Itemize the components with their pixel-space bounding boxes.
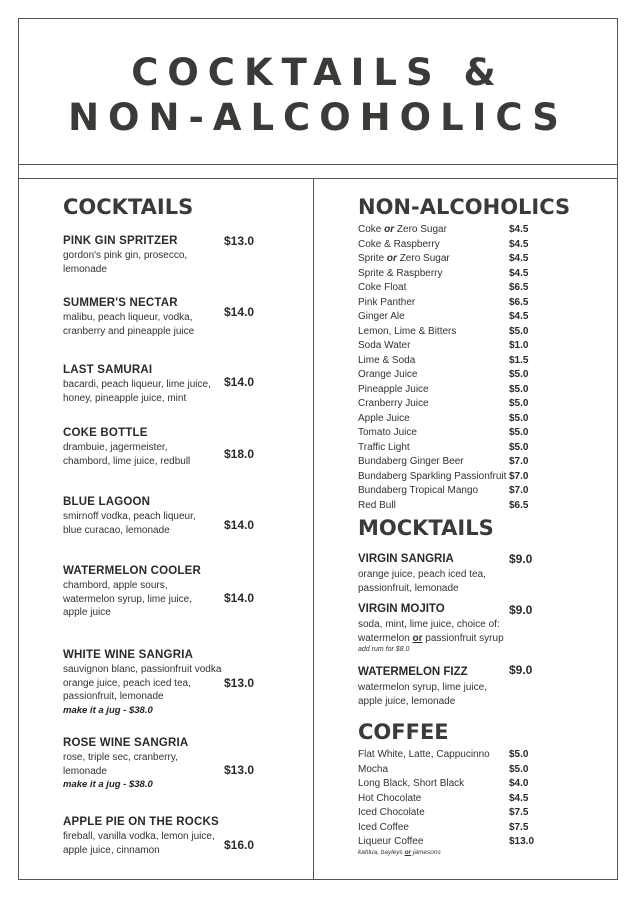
drink-name: Bundaberg Ginger Beer: [358, 456, 464, 467]
drink-price: $4.5: [509, 224, 529, 235]
drink-name: Red Bull: [358, 499, 396, 511]
drink-row: [358, 499, 528, 514]
drink-name: Sprite or Zero Sugar: [358, 253, 450, 264]
drink-price: $5.0: [509, 383, 529, 395]
coffee-row: [358, 821, 538, 836]
drink-name: Ginger Ale: [358, 311, 405, 322]
drink-row: [358, 441, 528, 456]
mocktail-note: add rum for $8.0: [358, 646, 410, 653]
cocktail-name: SUMMER'S NECTAR: [63, 297, 178, 309]
mocktail-name: VIRGIN SANGRIA: [358, 553, 454, 565]
drink-name: Lemon, Lime & Bitters: [358, 325, 457, 337]
drink-row: [358, 296, 528, 311]
drink-name: Sprite & Raspberry: [358, 267, 443, 279]
cocktail-item: [63, 235, 308, 276]
cocktail-price: $14.0: [224, 305, 255, 319]
cocktail-item: [63, 816, 308, 857]
coffee-footnote: kahlua, bayleys or jamesons: [358, 849, 441, 856]
coffee-price: $4.0: [509, 778, 529, 789]
coffee-price: $5.0: [509, 749, 529, 760]
drink-row: [358, 426, 528, 441]
cocktail-price: $18.0: [224, 447, 255, 461]
cocktail-desc: fireball, vanilla vodka, lemon juice, apple juice, cinnamon: [63, 831, 215, 856]
drink-row: [358, 267, 528, 282]
cocktail-name: ROSE WINE SANGRIA: [63, 737, 189, 749]
drink-price: $5.0: [509, 412, 529, 424]
cocktail-name: LAST SAMURAI: [63, 364, 153, 376]
divider-vertical: [313, 178, 314, 880]
drink-row: [358, 281, 528, 296]
divider-horizontal: [18, 178, 618, 179]
cocktail-name: WHITE WINE SANGRIA: [63, 649, 194, 661]
drink-row: [358, 238, 528, 253]
mocktail-price: $9.0: [509, 603, 533, 617]
drink-price: $1.5: [509, 354, 529, 366]
drink-row: [358, 339, 528, 354]
drink-name: Bundaberg Tropical Mango: [358, 485, 479, 496]
drink-name: Tomato Juice: [358, 427, 417, 438]
cocktail-item: [63, 297, 308, 338]
mocktail-price: $9.0: [509, 663, 533, 677]
cocktail-item: [63, 649, 308, 716]
cocktail-item: [63, 427, 308, 468]
cocktail-price: $13.0: [224, 763, 255, 777]
cocktail-price: $13.0: [224, 234, 255, 248]
drink-price: $1.0: [509, 340, 529, 351]
page-title-line1: COCKTAILS &: [131, 51, 505, 94]
non-alcoholics-heading: NON-ALCOHOLICS: [358, 195, 571, 219]
drink-price: $5.0: [509, 441, 529, 453]
coffee-name: Liqueur Coffee: [358, 836, 424, 847]
cocktail-item: [63, 565, 308, 620]
cocktails-heading: COCKTAILS: [63, 195, 194, 219]
cocktail-desc: gordon's pink gin, prosecco, lemonade: [63, 250, 188, 275]
drink-name: Orange Juice: [358, 369, 418, 380]
coffee-row: [358, 763, 538, 778]
coffee-price: $4.5: [509, 792, 529, 804]
coffee-list: [358, 748, 538, 850]
coffee-row: [358, 835, 538, 850]
drink-row: [358, 310, 528, 325]
coffee-name: Hot Chocolate: [358, 792, 422, 804]
mocktail-price: $9.0: [509, 552, 533, 566]
coffee-name: Mocha: [358, 763, 389, 775]
mocktail-name: VIRGIN MOJITO: [358, 603, 445, 615]
cocktail-item: [63, 364, 308, 405]
drink-row: [358, 252, 528, 267]
drink-name: Pink Panther: [358, 296, 416, 308]
drink-name: Cranberry Juice: [358, 398, 429, 409]
drink-row: [358, 484, 528, 499]
drink-price: $7.0: [509, 456, 529, 467]
mocktail-desc: soda, mint, lime juice, choice of: watermelon or passionfruit syrup: [358, 619, 504, 644]
cocktail-jug-note: make it a jug - $38.0: [63, 704, 153, 716]
coffee-price: $7.5: [509, 821, 529, 833]
cocktail-desc: sauvignon blanc, passionfruit vodka orange juice, peach iced tea, passionfruit, lemonade: [63, 664, 222, 702]
drink-price: $6.5: [509, 296, 529, 308]
coffee-row: [358, 806, 538, 821]
drink-name: Traffic Light: [358, 441, 410, 453]
drink-price: $5.0: [509, 369, 529, 380]
cocktail-price: $16.0: [224, 838, 255, 852]
mocktail-desc: orange juice, peach iced tea, passionfruit, lemonade: [358, 569, 486, 594]
coffee-name: Flat White, Latte, Cappucinno: [358, 749, 490, 760]
drink-name: Coke Float: [358, 282, 407, 293]
cocktail-item: [63, 737, 308, 790]
coffee-name: Long Black, Short Black: [358, 778, 465, 789]
drink-price: $7.0: [509, 470, 529, 482]
drink-name: Apple Juice: [358, 412, 410, 424]
drink-row: [358, 412, 528, 427]
coffee-row: [358, 792, 538, 807]
cocktail-name: PINK GIN SPRITZER: [63, 235, 178, 247]
drink-row: [358, 325, 528, 340]
drink-row: [358, 470, 528, 485]
cocktail-desc: bacardi, peach liqueur, lime juice, honey, pineapple juice, mint: [63, 379, 211, 404]
drink-price: $4.5: [509, 311, 529, 322]
drink-row: [358, 397, 528, 412]
cocktail-desc: smirnoff vodka, peach liqueur, blue curacao, lemonade: [63, 511, 196, 536]
coffee-row: [358, 777, 538, 792]
cocktail-desc: drambuie, jagermeister, chambord, lime juice, redbull: [63, 442, 191, 467]
drink-price: $6.5: [509, 282, 529, 293]
drink-price: $5.0: [509, 325, 529, 337]
drink-row: [358, 383, 528, 398]
drink-price: $4.5: [509, 238, 529, 250]
cocktail-price: $13.0: [224, 676, 255, 690]
drink-price: $4.5: [509, 253, 529, 264]
page-title-line2: NON-ALCOHOLICS: [68, 96, 568, 139]
cocktail-desc: malibu, peach liqueur, vodka, cranberry and pineapple juice: [63, 312, 195, 337]
cocktail-item: [63, 496, 308, 537]
cocktail-price: $14.0: [224, 591, 255, 605]
drink-name: Bundaberg Sparkling Passionfruit: [358, 470, 507, 482]
cocktail-price: $14.0: [224, 518, 255, 532]
coffee-price: $13.0: [509, 836, 535, 847]
mocktail-desc: watermelon syrup, lime juice, apple juice, lemonade: [358, 682, 487, 707]
cocktail-name: BLUE LAGOON: [63, 496, 151, 508]
drink-price: $4.5: [509, 267, 529, 279]
drink-name: Coke or Zero Sugar: [358, 224, 447, 235]
coffee-row: [358, 748, 538, 763]
drink-row: [358, 354, 528, 369]
drink-name: Pineapple Juice: [358, 383, 429, 395]
drink-price: $5.0: [509, 427, 529, 438]
drink-price: $6.5: [509, 499, 529, 511]
coffee-name: Iced Chocolate: [358, 807, 425, 818]
mocktails-heading: MOCKTAILS: [358, 516, 494, 540]
drink-price: $5.0: [509, 398, 529, 409]
drink-name: Soda Water: [358, 340, 411, 351]
cocktail-name: APPLE PIE ON THE ROCKS: [63, 816, 219, 828]
cocktail-price: $14.0: [224, 375, 255, 389]
cocktail-desc: chambord, apple sours, watermelon syrup, lime juice, apple juice: [63, 580, 192, 618]
drink-name: Coke & Raspberry: [358, 238, 440, 250]
drink-row: [358, 223, 528, 238]
coffee-name: Iced Coffee: [358, 821, 409, 833]
cocktail-name: WATERMELON COOLER: [63, 565, 201, 577]
drink-price: $7.0: [509, 485, 529, 496]
mocktail-name: WATERMELON FIZZ: [358, 666, 468, 678]
non-alcoholics-list: [358, 223, 528, 513]
cocktail-jug-note: make it a jug - $38.0: [63, 779, 153, 790]
cocktail-name: COKE BOTTLE: [63, 427, 148, 439]
coffee-price: $7.5: [509, 807, 529, 818]
coffee-heading: COFFEE: [358, 720, 449, 744]
title-box: [18, 18, 618, 165]
coffee-price: $5.0: [509, 763, 529, 775]
cocktail-desc: rose, triple sec, cranberry, lemonade: [63, 752, 178, 777]
drink-row: [358, 455, 528, 470]
drink-name: Lime & Soda: [358, 354, 416, 366]
drink-row: [358, 368, 528, 383]
